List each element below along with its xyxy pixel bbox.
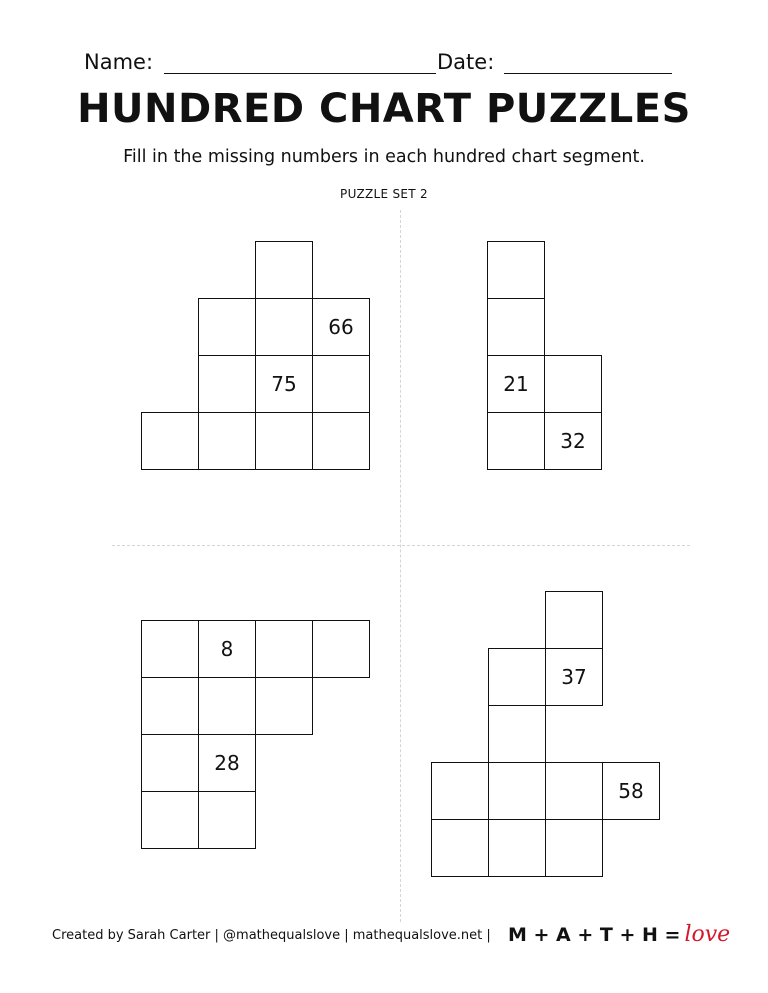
- given-number-cell: 28: [198, 734, 256, 792]
- blank-cell[interactable]: [312, 412, 370, 470]
- date-label: Date:: [437, 50, 495, 74]
- blank-cell[interactable]: [198, 355, 256, 413]
- blank-cell[interactable]: [487, 298, 545, 356]
- blank-cell[interactable]: [255, 298, 313, 356]
- brand-love-script: love: [684, 922, 731, 947]
- blank-cell[interactable]: [141, 412, 199, 470]
- given-number-cell: 58: [602, 762, 660, 820]
- puzzle-set-label: PUZZLE SET 2: [340, 187, 428, 201]
- blank-cell[interactable]: [198, 677, 256, 735]
- given-number-cell: 21: [487, 355, 545, 413]
- blank-cell[interactable]: [488, 705, 546, 763]
- blank-cell[interactable]: [544, 355, 602, 413]
- name-label: Name:: [84, 50, 154, 74]
- blank-cell[interactable]: [141, 620, 199, 678]
- blank-cell[interactable]: [198, 791, 256, 849]
- blank-cell[interactable]: [198, 412, 256, 470]
- blank-cell[interactable]: [488, 819, 546, 877]
- blank-cell[interactable]: [255, 241, 313, 299]
- given-number-cell: 75: [255, 355, 313, 413]
- horizontal-cut-line: [112, 545, 690, 546]
- instructions: Fill in the missing numbers in each hundred chart segment.: [123, 147, 645, 167]
- blank-cell[interactable]: [141, 791, 199, 849]
- blank-cell[interactable]: [487, 241, 545, 299]
- credits-footer: Created by Sarah Carter | @mathequalslove | mathequalslove.net |: [52, 928, 491, 943]
- blank-cell[interactable]: [545, 591, 603, 649]
- brand-logo: [508, 922, 730, 947]
- given-number-cell: 8: [198, 620, 256, 678]
- given-number-cell: 32: [544, 412, 602, 470]
- blank-cell[interactable]: [255, 677, 313, 735]
- blank-cell[interactable]: [488, 648, 546, 706]
- blank-cell[interactable]: [141, 677, 199, 735]
- given-number-cell: 66: [312, 298, 370, 356]
- blank-cell[interactable]: [141, 734, 199, 792]
- blank-cell[interactable]: [431, 819, 489, 877]
- blank-cell[interactable]: [488, 762, 546, 820]
- blank-cell[interactable]: [487, 412, 545, 470]
- brand-text: M + A + T + H =: [508, 924, 681, 946]
- blank-cell[interactable]: [198, 298, 256, 356]
- name-field[interactable]: [164, 73, 436, 74]
- vertical-cut-line: [400, 210, 401, 922]
- blank-cell[interactable]: [255, 412, 313, 470]
- blank-cell[interactable]: [312, 620, 370, 678]
- blank-cell[interactable]: [545, 762, 603, 820]
- name-date-row: [84, 46, 684, 80]
- given-number-cell: 37: [545, 648, 603, 706]
- blank-cell[interactable]: [431, 762, 489, 820]
- blank-cell[interactable]: [545, 819, 603, 877]
- page-title: HUNDRED CHART PUZZLES: [77, 86, 691, 132]
- blank-cell[interactable]: [312, 355, 370, 413]
- date-field[interactable]: [504, 73, 672, 74]
- blank-cell[interactable]: [255, 620, 313, 678]
